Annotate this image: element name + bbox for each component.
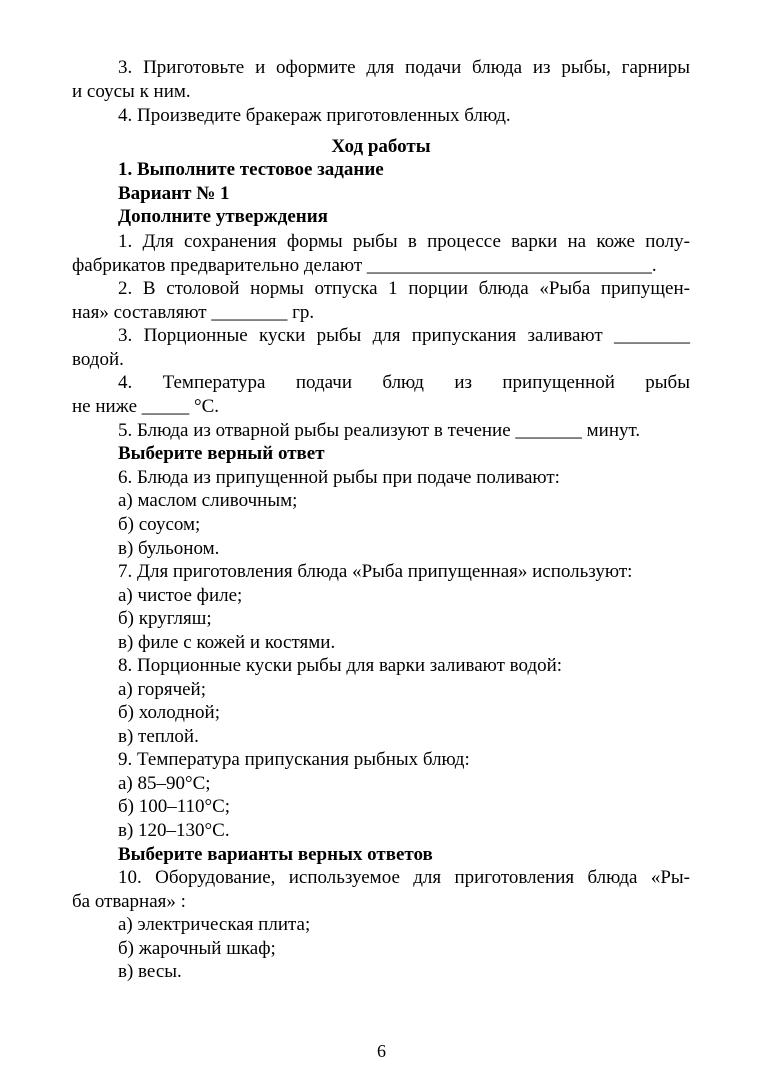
question-6: 6. Блюда из припущенной рыбы при подаче поливают: [118, 467, 560, 488]
variant-heading: Вариант № 1 [118, 183, 230, 204]
question-7-option-a: а) чистое филе; [118, 585, 243, 606]
question-10-line-1: 10. Оборудование, используемое для приготовления блюда «Ры- [118, 867, 690, 888]
multi-choice-heading: Выберите варианты верных ответов [118, 844, 433, 865]
intro-item-3-line-2: и соусы к ним. [72, 81, 191, 102]
question-10-option-a: а) электрическая плита; [118, 914, 311, 935]
question-3-line-2: водой. [72, 349, 124, 370]
section-title: Ход работы [331, 136, 431, 157]
question-1-line-1: 1. Для сохранения формы рыбы в процессе варки на коже полу- [118, 231, 690, 252]
question-3-line-1: 3. Порционные куски рыбы для припускания заливают ________ [118, 325, 690, 346]
single-choice-heading: Выберите верный ответ [118, 443, 325, 464]
question-9-option-c: в) 120–130°С. [118, 820, 230, 841]
question-7-option-b: б) кругляш; [118, 608, 212, 629]
fill-in-heading: Дополните утверждения [118, 206, 328, 227]
intro-item-3-line-1: 3. Приготовьте и оформите для подачи блюда из рыбы, гарниры [118, 57, 690, 78]
question-8-option-a: а) горячей; [118, 679, 207, 700]
question-9: 9. Температура припускания рыбных блюд: [118, 749, 470, 770]
question-9-option-a: а) 85–90°С; [118, 773, 211, 794]
question-8-option-b: б) холодной; [118, 702, 220, 723]
question-5: 5. Блюда из отварной рыбы реализуют в течение _______ минут. [118, 420, 641, 441]
question-6-option-b: б) соусом; [118, 514, 201, 535]
question-6-option-c: в) бульоном. [118, 538, 220, 559]
question-10-line-2: ба отварная» : [72, 891, 186, 912]
question-1-line-2: фабрикатов предварительно делают ______________________________. [72, 255, 657, 276]
question-9-option-b: б) 100–110°С; [118, 796, 231, 817]
question-2-line-2: ная» составляют ________ гр. [72, 302, 315, 323]
question-8-option-c: в) теплой. [118, 726, 199, 747]
question-4-line-1: 4. Температура подачи блюд из припущенной рыбы [118, 372, 690, 393]
task-heading: 1. Выполните тестовое задание [118, 159, 384, 180]
question-6-option-a: а) маслом сливочным; [118, 490, 298, 511]
intro-item-4: 4. Произведите бракераж приготовленных блюд. [118, 105, 511, 126]
page-number: 6 [377, 1041, 386, 1061]
question-7-option-c: в) филе с кожей и костями. [118, 632, 336, 653]
question-10-option-c: в) весы. [118, 961, 182, 982]
question-8: 8. Порционные куски рыбы для варки заливают водой: [118, 655, 563, 676]
question-7: 7. Для приготовления блюда «Рыба припущенная» используют: [118, 561, 633, 582]
question-2-line-1: 2. В столовой нормы отпуска 1 порции блюда «Рыба припущен- [118, 278, 690, 299]
question-4-line-2: не ниже _____ °С. [72, 396, 220, 417]
question-10-option-b: б) жарочный шкаф; [118, 938, 276, 959]
